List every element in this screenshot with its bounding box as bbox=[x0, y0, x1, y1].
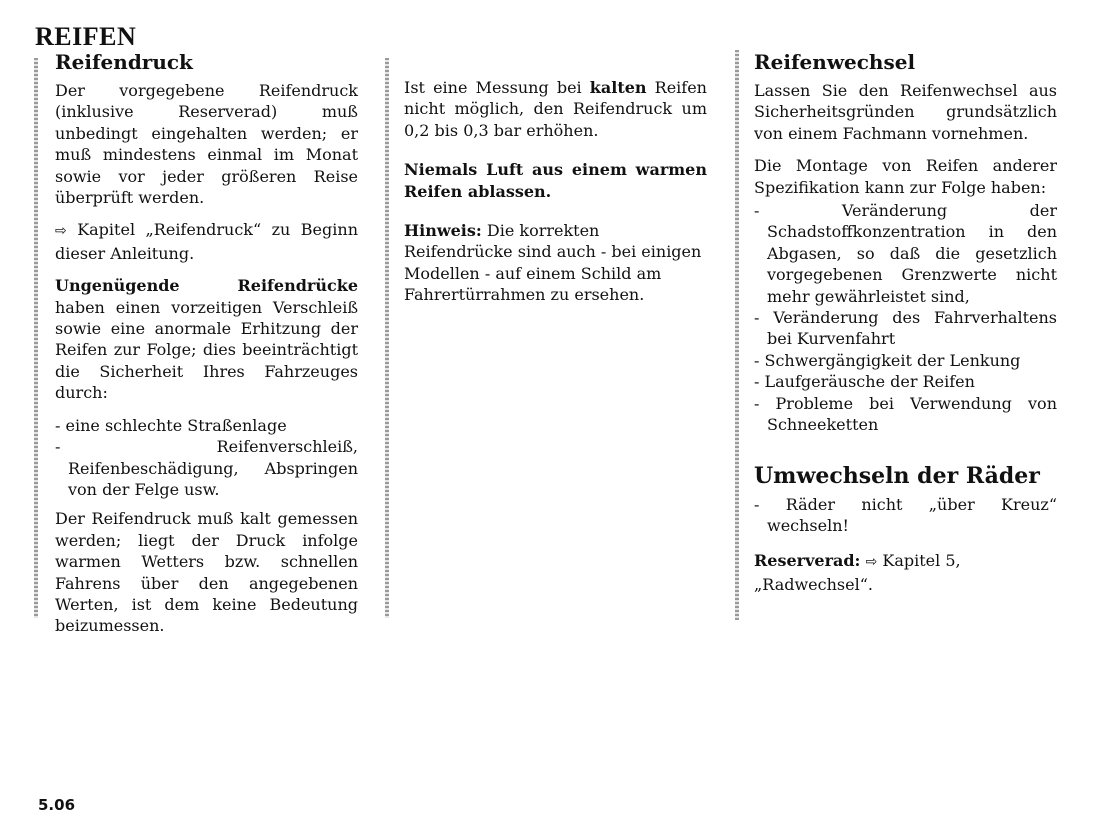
reference-text: Kapitel 5, „Radwechsel“. bbox=[754, 551, 961, 594]
column-1 bbox=[55, 50, 358, 648]
bold-term: kalten bbox=[589, 78, 647, 97]
list-item: - eine schlechte Straßenlage bbox=[55, 415, 358, 436]
margin-bar-right bbox=[735, 50, 739, 620]
margin-bar-middle bbox=[385, 58, 389, 618]
list-montage-consequences bbox=[754, 200, 1057, 435]
bold-term: Hinweis: bbox=[404, 221, 482, 241]
margin-bar-left bbox=[34, 58, 38, 618]
list-item: - Veränderung des Fahrverhaltens bei Kurvenfahrt bbox=[754, 307, 1057, 350]
paragraph-hint bbox=[404, 220, 707, 306]
arrow-right-icon: ⇨ bbox=[865, 554, 878, 571]
list-item: - Schwergängigkeit der Lenkung bbox=[754, 350, 1057, 371]
paragraph-cold-measure: Der Reifendruck muß kalt gemessen werden; liegt der Druck infolge warmen Wetters bzw. schnellen Fahrens über den angegebenen Werten, ist dem keine Bedeutung beizumessen. bbox=[55, 509, 358, 636]
paragraph-montage: Die Montage von Reifen anderer Spezifikation kann zur Folge haben: bbox=[754, 156, 1057, 197]
bold-term: Reserverad: bbox=[754, 551, 861, 571]
paragraph-reifendruck-ref bbox=[55, 219, 358, 264]
page-title: REIFEN bbox=[35, 22, 137, 51]
list-item: - Probleme bei Verwendung von Schneeketten bbox=[754, 393, 1057, 436]
list-consequences bbox=[55, 415, 358, 501]
list-item: - Veränderung der Schadstoffkonzentration in den Abgasen, so daß die gesetzlich vorgegebenen Grenzwerte nicht mehr gewährleistet sind, bbox=[754, 200, 1057, 307]
column-3 bbox=[754, 50, 1057, 606]
paragraph-cold-tires bbox=[404, 77, 707, 141]
list-umwechseln bbox=[754, 494, 1057, 537]
list-item: - Räder nicht „über Kreuz“ wechseln! bbox=[754, 494, 1057, 537]
page-number: 5.06 bbox=[38, 796, 76, 814]
heading-reifendruck: Reifendruck bbox=[55, 50, 193, 74]
bold-term: Ungenügende Reifendrücke bbox=[55, 276, 358, 296]
paragraph-reserverad bbox=[754, 550, 1057, 595]
paragraph-text: Ist eine Messung bei bbox=[404, 78, 590, 97]
column-2 bbox=[404, 77, 707, 317]
reference-text: Kapitel „Reifendruck“ zu Beginn dieser Anleitung. bbox=[55, 220, 358, 263]
paragraph-underinflation bbox=[55, 275, 358, 403]
arrow-right-icon: ⇨ bbox=[55, 223, 67, 240]
paragraph-reifendruck-intro: Der vorgegebene Reifendruck (inklusive Reserverad) muß unbedingt eingehalten werden; er muß mindestens einmal im Monat sowie vor jeder größeren Reise überprüft werden. bbox=[55, 81, 358, 208]
paragraph-text: Reifen nicht möglich, den Reifendruck um 0,2 bis 0,3 bar erhöhen. bbox=[404, 78, 707, 140]
paragraph-text: haben einen vorzeitigen Verschleiß sowie eine anormale Erhitzung der Reifen zur Folge; dies beeinträchtigt die Sicherheit Ihres Fahrzeuges durch: bbox=[55, 297, 358, 403]
paragraph-text: Die korrekten Reifendrücke sind auch - bei einigen Modellen - auf einem Schild am Fahrertürrahmen zu ersehen. bbox=[404, 221, 702, 305]
heading-reifenwechsel: Reifenwechsel bbox=[754, 50, 916, 74]
paragraph-reifenwechsel-intro: Lassen Sie den Reifenwechsel aus Sicherheitsgründen grundsätzlich von einem Fachmann vornehmen. bbox=[754, 81, 1057, 143]
heading-umwechseln: Umwechseln der Räder bbox=[754, 462, 1040, 489]
list-item: - Reifenverschleiß, Reifenbeschädigung, Abspringen von der Felge usw. bbox=[55, 436, 358, 500]
warning-no-deflate: Niemals Luft aus einem warmen Reifen ablassen. bbox=[404, 160, 707, 201]
list-item: - Laufgeräusche der Reifen bbox=[754, 371, 1057, 392]
